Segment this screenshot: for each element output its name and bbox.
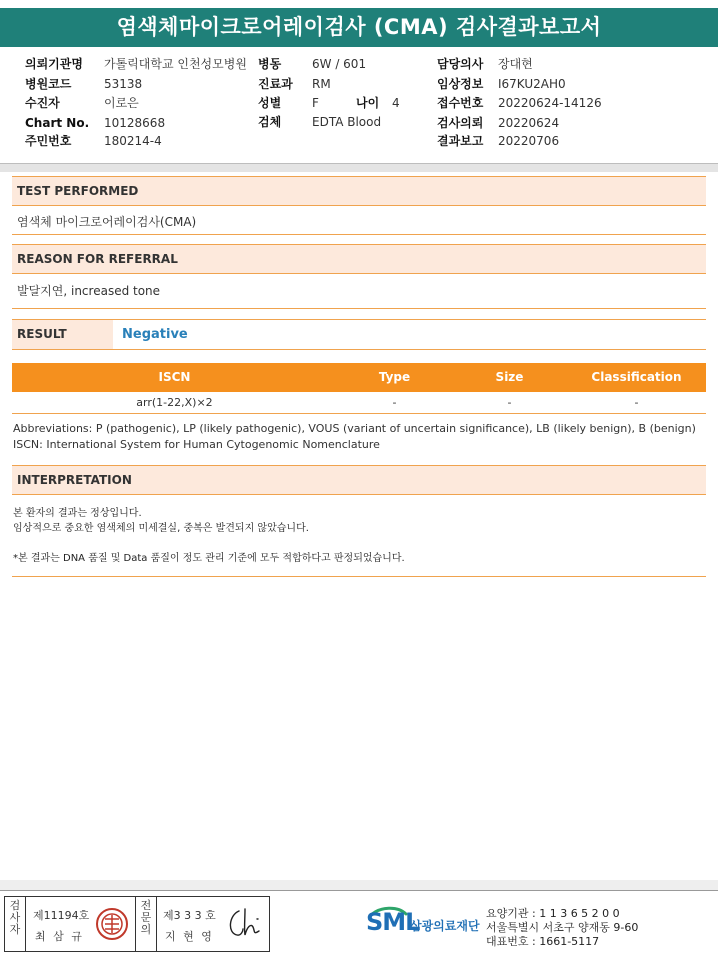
hospital-code-label: 병원코드 xyxy=(25,77,72,91)
sign-divider xyxy=(25,897,26,951)
doctor-label: 담당의사 xyxy=(437,57,484,71)
result-value: Negative xyxy=(122,327,188,342)
inspector-name: 최 삼 규 xyxy=(35,930,84,943)
interpretation-line-2: 임상적으로 중요한 염색체의 미세결실, 중복은 발견되지 않았습니다. xyxy=(13,523,309,534)
patient-info-block xyxy=(0,47,718,165)
department-label: 진료과 xyxy=(258,77,293,91)
sex-label: 성별 xyxy=(258,96,282,110)
footer-band xyxy=(0,880,718,890)
col-type: Type xyxy=(378,370,411,384)
top-margin xyxy=(0,0,718,8)
report-title: 염색체마이크로어레이검사 (CMA) 검사결과보고서 xyxy=(0,8,718,47)
clinical-info-value: I67KU2AH0 xyxy=(498,77,566,91)
chart-no-label: Chart No. xyxy=(25,116,90,130)
interpretation-heading-text: INTERPRETATION xyxy=(17,473,132,487)
reason-heading-text: REASON FOR REFERRAL xyxy=(17,252,178,266)
age-label: 나이 xyxy=(356,96,380,110)
cell-iscn: arr(1-22,X)×2 xyxy=(136,396,213,409)
receipt-no-label: 접수번호 xyxy=(437,96,484,110)
inspector-number: 제11194호 xyxy=(33,909,90,922)
receipt-no-value: 20220624-14126 xyxy=(498,96,602,110)
sml-logo-text: SML xyxy=(366,908,420,936)
inspector-label: 검사자 xyxy=(9,899,21,936)
resident-no-label: 주민번호 xyxy=(25,134,72,148)
chart-no-value: 10128668 xyxy=(104,116,166,130)
request-date-label: 검사의뢰 xyxy=(437,116,484,130)
abbreviations-line: Abbreviations: P (pathogenic), LP (likely pathogenic), VOUS (variant of uncertain significance), LB (likely benign), B (benign) xyxy=(13,422,696,435)
iscn-definition-line: ISCN: International System for Human Cytogenomic Nomenclature xyxy=(13,438,380,451)
interpretation-line-1: 본 환자의 결과는 정상입니다. xyxy=(13,508,142,519)
clinical-info-label: 임상정보 xyxy=(437,77,484,91)
specialist-name: 지 현 영 xyxy=(165,930,214,943)
sex-value: F xyxy=(312,96,319,110)
seal-stamp-icon xyxy=(95,907,129,941)
result-row xyxy=(12,319,706,350)
result-label: RESULT xyxy=(12,320,113,349)
handwritten-signature-icon xyxy=(225,905,265,941)
result-table-header xyxy=(12,363,706,392)
report-date-label: 결과보고 xyxy=(437,134,484,148)
reason-heading xyxy=(12,244,706,274)
specimen-value: EDTA Blood xyxy=(312,115,382,129)
reason-value: 발달지연, increased tone xyxy=(17,284,161,298)
test-performed-heading-text: TEST PERFORMED xyxy=(17,184,139,198)
ward-value: 6W / 601 xyxy=(312,57,367,71)
hospital-code-value: 53138 xyxy=(104,77,143,91)
sign-divider xyxy=(156,897,157,951)
specialist-number: 제3 3 3 호 xyxy=(163,909,216,922)
recipient-label: 수진자 xyxy=(25,96,60,110)
signature-box xyxy=(4,896,270,952)
test-performed-heading xyxy=(12,176,706,206)
test-performed-value: 염색체 마이크로어레이검사(CMA) xyxy=(17,215,197,229)
org-address: 서울특별시 서초구 양재동 9-60 xyxy=(486,921,639,934)
ward-label: 병동 xyxy=(258,57,282,71)
doctor-value: 장대현 xyxy=(498,57,533,71)
recipient-value: 이로은 xyxy=(104,96,139,110)
org-code: 요양기관 : 1 1 3 6 5 2 0 0 xyxy=(486,907,620,920)
col-iscn: ISCN xyxy=(158,370,191,384)
reason-body xyxy=(12,274,706,309)
interpretation-divider xyxy=(12,576,706,577)
department-value: RM xyxy=(312,77,331,91)
report-date-value: 20220706 xyxy=(498,134,560,148)
cell-type: - xyxy=(392,396,397,409)
sml-logo xyxy=(366,902,486,942)
resident-no-value: 180214-4 xyxy=(104,134,162,148)
request-date-value: 20220624 xyxy=(498,116,560,130)
interpretation-heading xyxy=(12,465,706,495)
institution-label: 의뢰기관명 xyxy=(25,57,83,71)
specialist-label: 전문의 xyxy=(140,899,152,936)
cell-size: - xyxy=(507,396,512,409)
institution-value: 가톨릭대학교 인천성모병원 xyxy=(104,57,247,71)
interpretation-note: *본 결과는 DNA 품질 및 Data 품질이 정도 관리 기준에 모두 적합하다고 판정되었습니다. xyxy=(13,553,405,564)
col-size: Size xyxy=(495,370,524,384)
age-value: 4 xyxy=(392,96,400,110)
cell-classification: - xyxy=(634,396,639,409)
table-row xyxy=(12,392,706,414)
org-name: 삼광의료재단 xyxy=(410,919,480,933)
org-phone: 대표번호 : 1661-5117 xyxy=(486,935,600,948)
footer-divider xyxy=(0,890,718,891)
col-classification: Classification xyxy=(591,370,682,384)
specimen-label: 검체 xyxy=(258,115,282,129)
test-performed-body xyxy=(12,206,706,235)
header-divider xyxy=(0,163,718,172)
